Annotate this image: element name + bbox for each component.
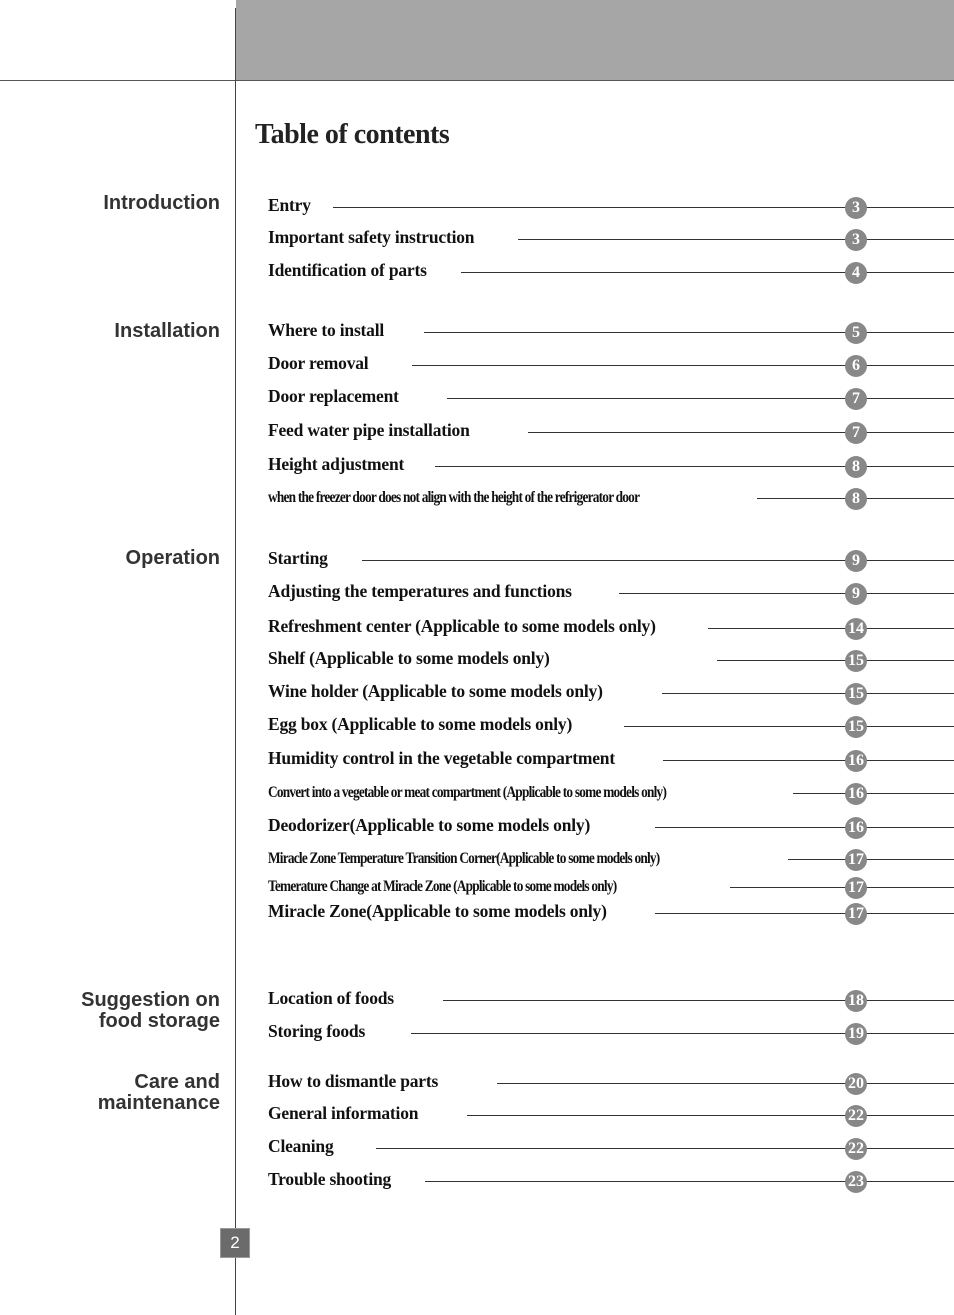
toc-entry[interactable] <box>268 809 954 839</box>
toc-entry[interactable] <box>268 1163 954 1193</box>
leader-line <box>619 593 954 594</box>
leader-line <box>730 887 954 888</box>
page-badge: 17 <box>845 903 867 925</box>
toc-entry[interactable] <box>268 982 954 1012</box>
toc-entry[interactable] <box>268 1097 954 1127</box>
header-divider <box>0 80 236 81</box>
page-badge: 7 <box>845 422 867 444</box>
page-badge: 15 <box>845 683 867 705</box>
page-badge: 3 <box>845 197 867 219</box>
toc-entry[interactable] <box>268 775 954 805</box>
page-badge: 17 <box>845 849 867 871</box>
toc-entry[interactable] <box>268 448 954 478</box>
leader-line <box>655 913 954 914</box>
entry-title: How to dismantle parts <box>268 1071 439 1091</box>
entry-title: Convert into a vegetable or meat compartment (Applicable to some models only) <box>268 784 667 801</box>
header-bar <box>236 0 954 81</box>
entry-title: Temerature Change at Miracle Zone (Applicable to some models only) <box>268 878 617 895</box>
entry-title: Storing foods <box>268 1021 366 1041</box>
page-badge: 22 <box>845 1138 867 1160</box>
page-badge: 3 <box>845 229 867 251</box>
entry-title: Door removal <box>268 353 369 373</box>
page-badge: 23 <box>845 1171 867 1193</box>
toc-entry[interactable] <box>268 742 954 772</box>
page-badge: 14 <box>845 618 867 640</box>
leader-line <box>497 1083 954 1084</box>
leader-line <box>461 272 954 273</box>
entry-title: Egg box (Applicable to some models only) <box>268 714 573 734</box>
page-badge: 22 <box>845 1105 867 1127</box>
entry-title: Location of foods <box>268 988 394 1008</box>
entry-title: Starting <box>268 548 328 568</box>
entry-title: Where to install <box>268 320 385 340</box>
leader-line <box>424 332 954 333</box>
leader-line <box>655 827 954 828</box>
page-badge: 16 <box>845 783 867 805</box>
leader-line <box>443 1000 954 1001</box>
toc-entry[interactable] <box>268 1015 954 1045</box>
vertical-divider <box>235 8 236 1315</box>
toc-entry[interactable] <box>268 575 954 605</box>
leader-line <box>788 859 954 860</box>
entry-title: Miracle Zone(Applicable to some models only) <box>268 901 607 921</box>
toc-entry[interactable] <box>268 347 954 377</box>
page-badge: 4 <box>845 262 867 284</box>
toc-entry[interactable] <box>268 380 954 410</box>
leader-line <box>793 793 954 794</box>
entry-title: General information <box>268 1103 419 1123</box>
toc-entry[interactable] <box>268 708 954 738</box>
leader-line <box>447 398 954 399</box>
toc-entry[interactable] <box>268 642 954 672</box>
page-badge: 16 <box>845 817 867 839</box>
entry-title: Entry <box>268 195 311 215</box>
entry-title: when the freezer door does not align with the height of the refrigerator door <box>268 489 640 506</box>
entry-title: Height adjustment <box>268 454 405 474</box>
toc-entry[interactable] <box>268 610 954 640</box>
page-badge: 17 <box>845 877 867 899</box>
toc-entry[interactable] <box>268 314 954 344</box>
entry-title: Feed water pipe installation <box>268 420 470 440</box>
entry-title: Shelf (Applicable to some models only) <box>268 648 550 668</box>
leader-line <box>467 1115 954 1116</box>
entry-title: Deodorizer(Applicable to some models only) <box>268 815 591 835</box>
section-label: Operation <box>125 547 220 569</box>
leader-line <box>435 466 954 467</box>
page-badge: 8 <box>845 488 867 510</box>
entry-title: Door replacement <box>268 386 399 406</box>
toc-entry[interactable] <box>268 254 954 284</box>
toc-entry[interactable] <box>268 221 954 251</box>
toc-entry[interactable] <box>268 675 954 705</box>
entry-title: Adjusting the temperatures and functions <box>268 581 572 601</box>
section-label: Introduction <box>103 192 220 214</box>
toc-entry[interactable] <box>268 841 954 871</box>
entry-title: Important safety instruction <box>268 227 475 247</box>
page-badge: 8 <box>845 456 867 478</box>
leader-line <box>708 628 954 629</box>
page-badge: 5 <box>845 322 867 344</box>
page-badge: 6 <box>845 355 867 377</box>
leader-line <box>411 1033 954 1034</box>
page-badge: 19 <box>845 1023 867 1045</box>
entry-title: Identification of parts <box>268 260 427 280</box>
entry-title: Miracle Zone Temperature Transition Corner(Applicable to some models only) <box>268 850 660 867</box>
leader-line <box>376 1148 954 1149</box>
leader-line <box>662 693 954 694</box>
section-label: Installation <box>114 320 220 342</box>
leader-line <box>663 760 954 761</box>
toc-entry[interactable] <box>268 189 954 219</box>
entry-title: Wine holder (Applicable to some models only) <box>268 681 603 701</box>
toc-entry[interactable] <box>268 1130 954 1160</box>
entry-title: Humidity control in the vegetable compartment <box>268 748 615 768</box>
page-title: Table of contents <box>255 119 450 150</box>
leader-line <box>528 432 954 433</box>
entry-title: Trouble shooting <box>268 1169 392 1189</box>
toc-entry[interactable] <box>268 895 954 925</box>
page-badge: 15 <box>845 650 867 672</box>
leader-line <box>518 239 954 240</box>
page-badge: 16 <box>845 750 867 772</box>
section-label: Care and maintenance <box>97 1071 220 1114</box>
leader-line <box>717 660 954 661</box>
section-label: Suggestion on food storage <box>81 989 220 1032</box>
page-badge: 7 <box>845 388 867 410</box>
leader-line <box>412 365 954 366</box>
toc-entry[interactable] <box>268 542 954 572</box>
entry-title: Refreshment center (Applicable to some models only) <box>268 616 656 636</box>
toc-entry[interactable] <box>268 1065 954 1095</box>
page-badge: 9 <box>845 583 867 605</box>
toc-entry[interactable] <box>268 414 954 444</box>
page-number: 2 <box>220 1228 250 1258</box>
entry-title: Cleaning <box>268 1136 334 1156</box>
toc-entry[interactable] <box>268 480 954 510</box>
page-badge: 15 <box>845 716 867 738</box>
page-badge: 20 <box>845 1073 867 1095</box>
page-badge: 18 <box>845 990 867 1012</box>
page-badge: 9 <box>845 550 867 572</box>
leader-line <box>425 1181 954 1182</box>
leader-line <box>624 726 954 727</box>
